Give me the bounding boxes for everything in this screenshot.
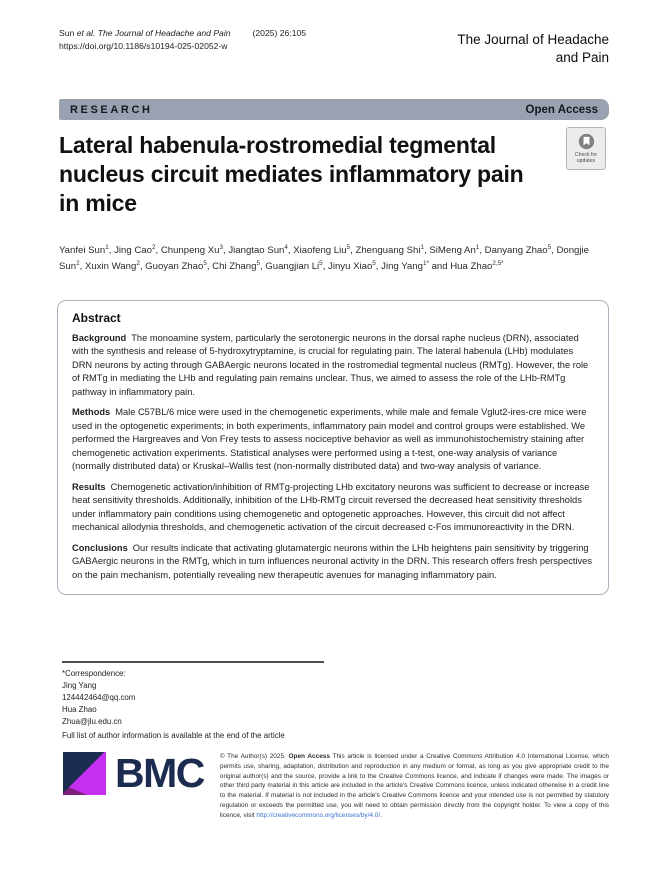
author: SiMeng An$^1$ [429,244,480,257]
bmc-logo-text: BMC [115,750,204,796]
citation-line: Sun et al. The Journal of Headache and Pain (2025) 26:105 [59,28,307,38]
correspondence-email: 124442464@qq.com [62,693,136,702]
correspondence-email: Zhua@jlu.edu.cn [62,717,122,726]
author: Xiaofeng Liu$^5$ [293,244,351,257]
abstract-heading: Abstract [72,311,121,325]
correspondence-block [62,668,135,728]
abstract-section: Results Chemogenetic activation/inhibition of RMTg-projecting LHb excitatory neurons was sufficient to decrease or increase heat sensitivity thresholds. Additionally, inhibition of the LHb-RMTg circuit reversed the decreased heat sensitivity thresholds under inflammatory pain conditions using chemogenetic and optogenetic approaches. However, this circuit did not affect mechanical allodynia thresholds, and chemogenetic activation of the circuit decreased c-Fos immunoreactivity in the DRN. [72,481,590,533]
publisher-footer [63,752,609,821]
abstract-section: Conclusions Our results indicate that activating glutamatergic neurons within the LHb heightens pain sensitivity by triggering GABAergic neurons in the RMTg, which in turn influences neuronal activity in the DRN. This research offers fresh perspectives on the pain mechanism, potentially revealing new therapeutic avenues for managing inflammatory pain. [72,542,593,580]
footnote-divider [62,661,324,663]
author-list: Yanfei Sun$^1$, Jing Cao$^2$, Chunpeng Xu$^3$, Jiangtao Sun$^4$, Xiaofeng Liu$^5$, Zhenguang Shi$^1$, SiMeng An$^1$, Danyang Zhao$^5$, Dongjie Sun$^2$, Xuxin Wang$^2$, Guoyan Zhao$^5$, Chi Zhang$^5$, Guangjian Li$^5$, Jinyu Xiao$^5$, Jing Yang$^{1*}$ and Hua Zhao$^{2,5*}$ [59,244,589,273]
doi-text: https://doi.org/10.1186/s10194-025-02052-w [59,41,228,52]
article-type-banner [59,99,609,120]
abstract-sections [72,332,594,582]
page-title: Lateral habenula-rostromedial tegmental nucleus circuit mediates inflammatory pain in mice [59,132,524,217]
author: Jing Cao$^2$ [114,244,156,257]
author: Jinyu Xiao$^5$ [328,260,376,273]
bmc-logo [63,752,204,795]
author: Dongjie Sun$^2$ [59,245,589,273]
author: Yanfei Sun$^1$ [59,244,109,257]
author: Jiangtao Sun$^4$ [228,244,288,257]
journal-name: The Journal of Headache and Pain [457,32,609,65]
license-link[interactable]: http://creativecommons.org/licenses/by/4.0/ [256,811,381,819]
author: Xuxin Wang$^2$ [84,260,140,273]
open-access-bold: Open Access [288,753,330,760]
bmc-logo-icon [63,752,106,795]
correspondence-name: Hua Zhao [62,705,97,714]
citation-block [59,27,306,54]
author: Hua Zhao$^{2,5*}$ [450,260,504,273]
correspondence-label: *Correspondence: [62,669,126,678]
article-type-label: RESEARCH [70,103,153,116]
author: Guangjian Li$^5$ [265,260,323,273]
open-access-label: Open Access [525,103,598,116]
abstract-section: Background The monoamine system, particularly the serotonergic neurons in the dorsal raphe nucleus (DRN), associated with the synthesis and release of 5-hydroxytryptamine, is crucial for regulating pain. The lateral habenula (LHb) modulates DRN neurons by acting through GABAergic neurons located in the rostromedial tegmental nucleus (RMTg). However, the role of RMTg in mediating the LHb and regulating pain remains unclear. Thus, we aimed to assess the role of the LHb-RMTg pathway in inflammatory pain. [72,333,589,397]
author: Chi Zhang$^5$ [212,260,260,273]
abstract-section: Methods Male C57BL/6 mice were used in the chemogenetic experiments, while male and female Vglut2-ires-cre mice were used in the optogenetic experiments; in both experiments, inflammatory pain model and control groups were established. We performed the Hargreaves and Von Frey tests to assess nociceptive behavior as well as immunohistochemistry staining after chemogenetic activation experiments. Statistical analyses were performed using a t-test, one-way analysis of variance (normally distributed data) or Kruskal–Wallis test (non-normally distributed data) and two-way analysis of variance. [72,407,587,472]
check-for-updates-button[interactable] [566,127,606,170]
check-updates-icon [578,133,595,150]
author: Chunpeng Xu$^3$ [160,244,224,257]
author: Danyang Zhao$^5$ [484,244,552,257]
author: Zhenguang Shi$^1$ [355,244,425,257]
check-updates-label: Check for updates [574,151,598,164]
license-text: © The Author(s) 2025. Open Access This article is licensed under a Creative Commons Attribution 4.0 International License, which permits use, sharing, adaptation, distribution and reproduction in any medium or format, as long as you give appropriate credit to the original author(s) and the source, provide a link to the Creative Commons licence, and indicate if changes were made. The images or other third party material in this article are included in the article's Creative Commons licence, unless indicated otherwise in a credit line to the material. If material is not included in the article's Creative Commons licence and your intended use is not permitted by statutory regulation or exceeds the permitted use, you will need to obtain permission directly from the copyright holder. To view a copy of this licence, visit http://creativecommons.org/licenses/by/4.0/. [219,753,609,819]
correspondence-name: Jing Yang [62,681,97,690]
author: Jing Yang$^{1*}$ [381,260,429,273]
author: Guoyan Zhao$^5$ [145,260,207,273]
abstract-box [57,300,609,595]
author-info-note: Full list of author information is available at the end of the article [62,731,285,740]
